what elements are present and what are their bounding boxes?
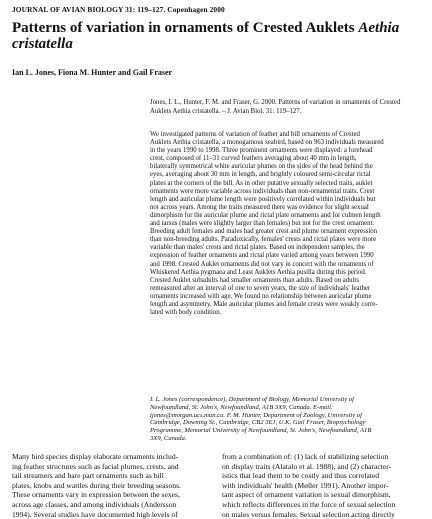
- affiliation-line: ijones@morgan.ucs.mun.ca. F. M. Hunter, Department of Zoology, University of: [150, 411, 362, 419]
- affiliation-line: Cambridge, Downing St., Cambridge, CB2 3EJ, U.K. Gail Fraser, Biopsychology: [150, 419, 366, 427]
- abstract-line: bilaterally symmetrical white auricular plumes on the sides of the head behind the: [150, 163, 373, 171]
- affiliation-line: Newfoundland, St. John's, Newfoundland, A1B 3X9, Canada. E-mail:: [150, 403, 334, 411]
- affiliation-line: I. L. Jones (correspondence), Department of Biology, Memorial University of: [150, 396, 354, 403]
- abstract-line: and tarsus (males were slightly larger than females) but not for the crest ornament.: [150, 220, 375, 228]
- body-text-line: istics that lead them to be costly and thus correlated: [222, 471, 380, 481]
- title-species-genus: Aethia: [358, 20, 400, 36]
- body-text-line: plates, knobs and wattles during their breeding seasons.: [12, 480, 181, 490]
- body-text-line: with individuals' health (Møller 1991). Another impor-: [222, 480, 389, 490]
- body-text-line: which reflects differences in the force of sexual selection: [222, 499, 396, 509]
- abstract-line: expression of feather ornaments and rictal plate varied among years between 1990: [150, 252, 374, 260]
- abstract-line: We investigated patterns of variation of feather and bill ornaments of Crested: [150, 131, 360, 138]
- body-text-line: Many bird species display elaborate ornaments includ-: [12, 452, 179, 461]
- abstract-line: ornaments were more variable across individuals than non-ornamental traits. Crest: [150, 187, 375, 195]
- abstract-line: in the years 1990 to 1998. Three prominent ornaments were displayed: a forehead: [150, 147, 373, 155]
- body-text-line: tail streamers and bare part ornaments such as bill: [12, 471, 164, 481]
- author-list: Ian L. Jones, Fiona M. Hunter and Gail Fraser: [12, 68, 173, 77]
- body-column-right: [222, 452, 422, 519]
- body-text-line: from a combination of: (1) lack of stabilizing selection: [222, 452, 389, 461]
- title-species-epithet: cristatella: [12, 36, 73, 52]
- abstract: [150, 131, 422, 317]
- abstract-line: variable than males' crests and rictal plates. Based on independent samples, the: [150, 244, 365, 252]
- affiliation-line: 3X9, Canada.: [150, 434, 187, 442]
- abstract-line: crest, composed of 11–31 curved feathers averaging about 40 mm in length,: [150, 155, 357, 163]
- body-text-line: 1994). Several studies have documented high levels of: [12, 509, 178, 519]
- abstract-line: length and asymmetry. Male auricular plumes and female crests were weakly corre-: [150, 300, 378, 308]
- abstract-line: lated with body condition.: [150, 309, 222, 317]
- body-text-line: on display traits (Alatalo et al. 1988), and (2) character-: [222, 461, 392, 471]
- abstract-line: than non-breeding adults. Paradoxically, females' crests and rictal plates were more: [150, 236, 377, 244]
- body-text-line: These ornaments vary in expression between the sexes,: [12, 490, 180, 500]
- body-text-line: across age classes, and among individuals (Andersson: [12, 499, 177, 509]
- abstract-line: plates at the corners of the bill. As in other putative sexually selected traits, auklet: [150, 179, 373, 187]
- abstract-line: Breeding adult females and males had greater crest and plume ornament expression: [150, 228, 378, 236]
- abstract-line: Crested Auklet subadults had smaller ornaments than adults. Based on adults: [150, 276, 359, 284]
- abstract-line: ornaments increased with age. We found no relationship between auricular plume: [150, 292, 372, 300]
- body-text-line: tant aspect of ornament variation is sexual dimorphism,: [222, 490, 391, 500]
- affiliation-line: Programme, Memorial University of Newfoundland, St. John's, Newfoundland, A1B: [150, 427, 372, 435]
- article-title: [12, 20, 422, 52]
- author-affiliations: [150, 396, 422, 443]
- abstract-line: Auklets Aethia cristatella, a monogamous seabird, based on 963 individuals measured: [150, 139, 384, 147]
- abstract-line: eyes, averaging about 30 mm in length, and brightly coloured semi-circular rictal: [150, 171, 371, 179]
- abstract-line: and 1998. Crested Auklet ornaments did not vary in concert with the ornaments of: [150, 260, 374, 268]
- abstract-line: Whiskered Aethia pygmaea and Least Auklets Aethia pusilla during this period.: [150, 268, 367, 276]
- journal-header: JOURNAL OF AVIAN BIOLOGY 31: 119–127. Copenhagen 2000: [12, 5, 225, 14]
- body-text-line: ing feather structures such as facial plumes, crests, and: [12, 461, 179, 471]
- body-column-left: [12, 452, 212, 519]
- abstract-line: remeasured after an interval of one to seven years, the size of individuals' feather: [150, 284, 371, 292]
- body-text-line: on males versus females. Sexual selection acting directly: [222, 509, 395, 519]
- citation-block: Jones, I. L., Hunter, F. M. and Fraser, G. 2000. Patterns of variation in ornaments of Crested Auklets Aethia cristatella. – J. Avian Biol. 31: 119–127.: [150, 99, 401, 115]
- abstract-line: not across years. Among the traits measured there was evidence for slight sexual: [150, 203, 369, 211]
- title-text: Patterns of variation in ornaments of Crested Auklets: [12, 20, 359, 36]
- abstract-line: length and auricular plume length were positively correlated within individuals but: [150, 195, 376, 203]
- abstract-line: dimorphism for the auricular plume and rictal plate ornaments and for culmen length: [150, 211, 381, 219]
